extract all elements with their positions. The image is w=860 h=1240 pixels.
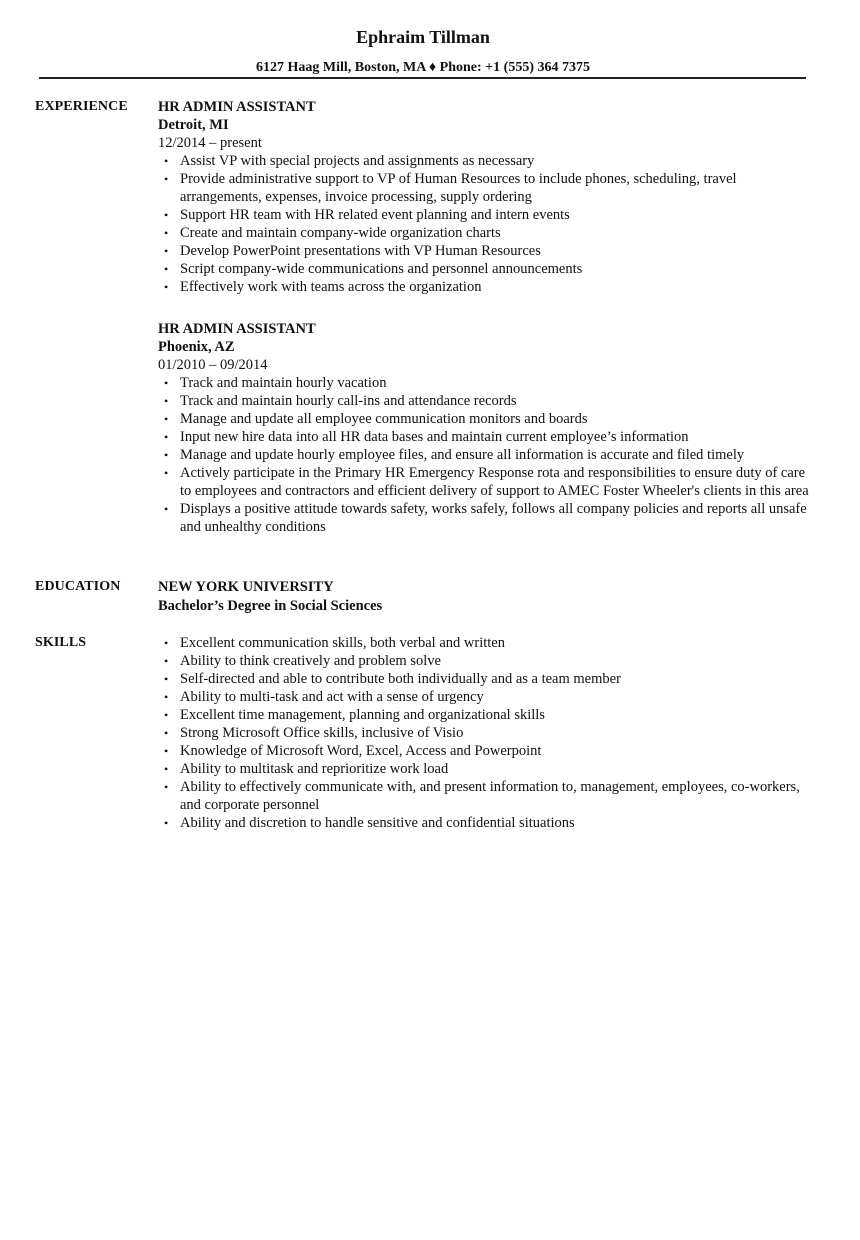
job-duties-list <box>158 152 818 296</box>
experience-body <box>158 98 818 556</box>
degree: Bachelor’s Degree in Social Sciences <box>158 598 383 614</box>
job-duties-list <box>158 374 818 536</box>
job-dates: 12/2014 – present <box>158 135 262 151</box>
list-item: • Track and maintain hourly vacation <box>158 374 818 392</box>
job-dates: 01/2010 – 09/2014 <box>158 357 268 373</box>
list-item: • Effectively work with teams across the organization <box>158 278 818 296</box>
list-item: • Track and maintain hourly call-ins and attendance records <box>158 392 818 410</box>
job-location: Phoenix, AZ <box>158 339 235 355</box>
list-item: • Assist VP with special projects and assignments as necessary <box>158 152 818 170</box>
contact-line: 6127 Haag Mill, Boston, MA ♦ Phone: +1 (555) 364 7375 <box>255 60 590 75</box>
list-item: • Support HR team with HR related event planning and intern events <box>158 206 818 224</box>
list-item: • Develop PowerPoint presentations with VP Human Resources <box>158 242 818 260</box>
list-item: • Actively participate in the Primary HR Emergency Response rota and responsibilities to ensure duty of care to employees and contractors and efficient delivery of support to AMEC Foster Wheeler's clients in this area <box>158 464 818 500</box>
job-entry <box>158 320 818 536</box>
list-item: • Input new hire data into all HR data bases and maintain current employee’s information <box>158 428 818 446</box>
list-item: • Manage and update hourly employee files, and ensure all information is accurate and filed timely <box>158 446 818 464</box>
section-heading: EXPERIENCE <box>35 99 128 114</box>
list-item: • Excellent time management, planning and organizational skills <box>158 706 818 724</box>
section-heading: SKILLS <box>35 635 87 650</box>
list-item: • Ability and discretion to handle sensitive and confidential situations <box>158 814 818 832</box>
list-item: • Ability to multitask and reprioritize work load <box>158 760 818 778</box>
list-item: • Knowledge of Microsoft Word, Excel, Access and Powerpoint <box>158 742 818 760</box>
skills-list <box>158 634 818 832</box>
section-heading: EDUCATION <box>35 579 121 594</box>
job-entry <box>158 98 818 296</box>
list-item: • Strong Microsoft Office skills, inclusive of Visio <box>158 724 818 742</box>
list-item: • Ability to multi-task and act with a sense of urgency <box>158 688 818 706</box>
list-item: • Displays a positive attitude towards safety, works safely, follows all company policies and reports all unsafe and unhealthy conditions <box>158 500 818 536</box>
candidate-name: Ephraim Tillman <box>356 27 490 47</box>
education-body <box>158 578 818 615</box>
list-item: • Provide administrative support to VP of Human Resources to include phones, scheduling, travel arrangements, expenses, invoice processing, supply ordering <box>158 170 818 206</box>
list-item: • Excellent communication skills, both verbal and written <box>158 634 818 652</box>
list-item: • Manage and update all employee communication monitors and boards <box>158 410 818 428</box>
list-item: • Script company-wide communications and personnel announcements <box>158 260 818 278</box>
job-title: HR ADMIN ASSISTANT <box>158 321 316 337</box>
list-item: • Create and maintain company-wide organization charts <box>158 224 818 242</box>
skills-body <box>158 634 818 832</box>
header-divider <box>39 77 806 79</box>
job-location: Detroit, MI <box>158 117 229 133</box>
list-item: • Ability to think creatively and problem solve <box>158 652 818 670</box>
list-item: • Ability to effectively communicate with, and present information to, management, employees, co-workers, and corporate personnel <box>158 778 818 814</box>
job-title: HR ADMIN ASSISTANT <box>158 99 316 115</box>
list-item: • Self-directed and able to contribute both individually and as a team member <box>158 670 818 688</box>
school-name: NEW YORK UNIVERSITY <box>158 579 334 595</box>
resume-header <box>0 26 860 77</box>
